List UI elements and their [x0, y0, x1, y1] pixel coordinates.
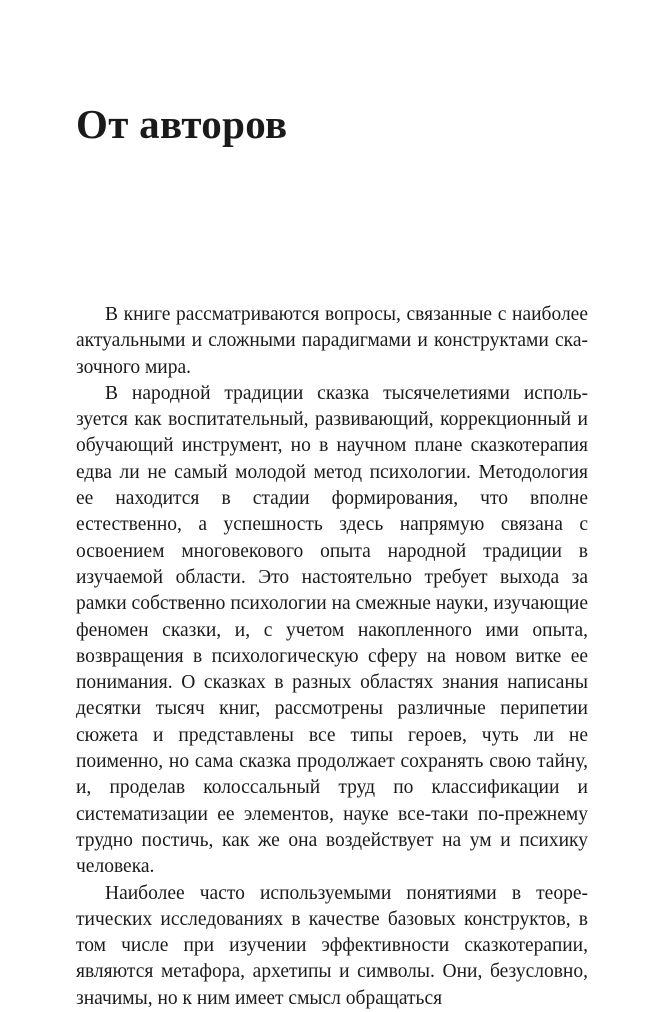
paragraph: Наиболее часто используемыми понятиями в теоретических исследованиях в качестве базовых конструктов, в том числе при изучении эффективности сказкотерапии, являются метафора, архетипы и символы. Они, безусловно, значимы, но к ним имеет смысл обращаться: [76, 882, 588, 1009]
paragraph: В книге рассматриваются вопросы, связанные с наиболее актуальными и сложными парадигмами и конструктами сказочного мира.: [76, 304, 588, 378]
page-title: От авторов: [76, 101, 288, 147]
paragraph: В народной традиции сказка тысячелетиями используется как воспитательный, развивающий, коррекционный и обучающий инструмент, но в научном плане сказкотерапия едва ли не самый молодой метод психологии. Методология ее находится в стадии формирования, что вполне естественно, а успешность здесь напрямую связана с освоением многовекового опыта народной традиции в изучаемой области. Это настоятельно требует выхода за рамки собственно психологии на смежные науки, изучающие феномен сказки, и, с учетом накопленного ими опыта, возвращения в психологическую сферу на новом витке ее понимания. О сказках в разных областях знания написаны десятки тысяч книг, рассмотрены различные перипетии сюжета и представлены все типы героев, чуть ли не поименно, но сама сказка продолжает сохранять свою тайну, и, проделав колоссальный труд по классификации и систематизации ее элементов, науке все-таки по-прежнему трудно постичь, как же она воздействует на ум и психику человека.: [76, 382, 588, 878]
text-body: [76, 302, 588, 1012]
